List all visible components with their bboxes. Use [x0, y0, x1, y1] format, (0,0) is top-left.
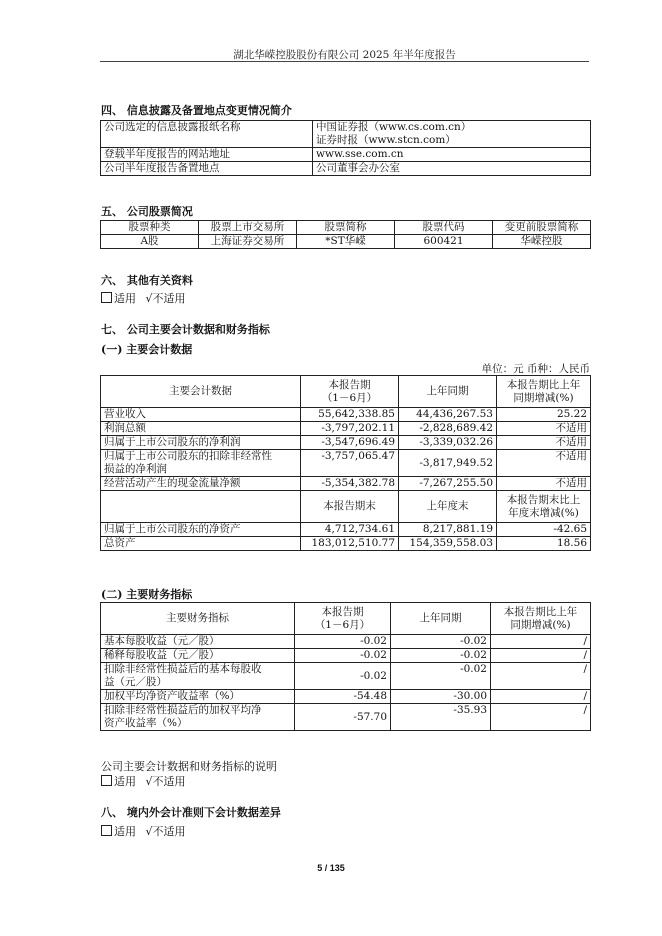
current-value: -3,797,202.11 — [301, 422, 399, 436]
header-cell — [491, 603, 591, 635]
section-8-title: 八、 境内外会计准则下会计数据差异 — [101, 806, 281, 819]
checkbox-icon — [101, 775, 112, 786]
change-value: 不适用 — [497, 450, 591, 477]
change-value: / — [491, 635, 591, 649]
option-applicable: 适用 — [114, 825, 136, 838]
disclosure-label: 公司选定的信息披露报纸名称 — [101, 121, 313, 148]
checkbox-icon — [101, 292, 112, 303]
table-row — [101, 704, 591, 731]
table-row — [101, 663, 591, 690]
applicability-choice — [101, 823, 186, 839]
header-cell — [301, 376, 399, 408]
change-value: 不适用 — [497, 477, 591, 491]
disclosure-value — [313, 121, 591, 148]
label-line: 损益的净利润 — [104, 463, 167, 475]
disclosure-value-line: 证券时报（www.stcn.com） — [316, 134, 456, 146]
current-value: -0.02 — [295, 663, 391, 690]
previous-value: -30.00 — [391, 690, 491, 704]
row-label: 归属于上市公司股东的净资产 — [101, 523, 301, 537]
table-header-row — [101, 491, 591, 523]
label-line: 归属于上市公司股东的扣除非经常性 — [104, 450, 272, 462]
applicability-choice — [101, 290, 186, 306]
section-4-title: 四、 信息披露及备置地点变更情况简介 — [101, 104, 292, 117]
change-value: -42.65 — [497, 523, 591, 537]
row-label — [101, 450, 301, 477]
header-cell — [295, 603, 391, 635]
table-row — [101, 537, 591, 551]
row-label — [101, 663, 295, 690]
table-row — [101, 148, 591, 162]
row-label: 总资产 — [101, 537, 301, 551]
row-label: 基本每股收益（元／股） — [101, 635, 295, 649]
row-label: 稀释每股收益（元／股） — [101, 649, 295, 663]
header-cell: 股票简称 — [297, 221, 395, 235]
header-line: 同期增减(%) — [513, 391, 574, 404]
financial-indicators-table — [100, 602, 591, 731]
table-row — [101, 635, 591, 649]
disclosure-value: www.sse.com.cn — [313, 148, 591, 162]
row-label: 营业收入 — [101, 408, 301, 422]
table-row — [101, 450, 591, 477]
option-not-applicable: √不适用 — [145, 775, 186, 788]
change-value: 不适用 — [497, 436, 591, 450]
header-line: 本报告期比上年 — [503, 605, 578, 618]
current-value: -54.48 — [295, 690, 391, 704]
change-value: 25.22 — [497, 408, 591, 422]
previous-value: -7,267,255.50 — [399, 477, 497, 491]
header-cell: 变更前股票简称 — [493, 221, 591, 235]
current-value: 55,642,338.85 — [301, 408, 399, 422]
previous-value: -3,339,032.26 — [399, 436, 497, 450]
stock-prev-abbr: 华嵘控股 — [493, 235, 591, 249]
applicability-choice — [101, 773, 186, 789]
label-line: 益（元／股） — [104, 676, 167, 688]
label-line: 扣除非经常性损益后的基本每股收 — [104, 663, 262, 675]
current-value: 183,012,510.77 — [301, 537, 399, 551]
indicators-note: 公司主要会计数据和财务指标的说明 — [101, 760, 277, 773]
label-line: 扣除非经常性损益后的加权平均净 — [104, 704, 262, 716]
disclosure-label: 公司半年度报告备置地点 — [101, 162, 313, 176]
previous-value: -0.02 — [391, 635, 491, 649]
stock-table — [100, 220, 591, 249]
table-row — [101, 422, 591, 436]
subsection-2-title: (二) 主要财务指标 — [101, 588, 193, 601]
header-cell: 股票代码 — [395, 221, 493, 235]
section-6-title: 六、 其他有关资料 — [101, 274, 193, 287]
header-cell: 上年度末 — [399, 491, 497, 523]
header-line: 本报告期 — [328, 378, 371, 391]
table-row — [101, 235, 591, 249]
change-value: 不适用 — [497, 422, 591, 436]
header-line: 本报告期 — [321, 605, 364, 618]
previous-value: 8,217,881.19 — [399, 523, 497, 537]
header-cell: 主要会计数据 — [101, 376, 301, 408]
table-row — [101, 477, 591, 491]
row-label: 经营活动产生的现金流量净额 — [101, 477, 301, 491]
disclosure-value: 公司董事会办公室 — [313, 162, 591, 176]
previous-value: 44,436,267.53 — [399, 408, 497, 422]
checkbox-icon — [101, 825, 112, 836]
header-line: 年度末增减(%) — [508, 506, 579, 519]
previous-value: -35.93 — [391, 704, 491, 731]
row-label — [101, 704, 295, 731]
header-line: 本报告期末比上 — [506, 493, 581, 506]
table-header-row — [101, 221, 591, 235]
previous-value: -2,828,689.42 — [399, 422, 497, 436]
header-cell — [497, 491, 591, 523]
current-value: -5,354,382.78 — [301, 477, 399, 491]
stock-exchange: 上海证券交易所 — [199, 235, 297, 249]
stock-code: 600421 — [395, 235, 493, 249]
previous-value: -0.02 — [391, 663, 491, 690]
page-number: 5 / 135 — [317, 863, 345, 873]
header-line: 本报告期比上年 — [506, 378, 581, 391]
stock-type: A股 — [101, 235, 199, 249]
current-value: -57.70 — [295, 704, 391, 731]
section-5-title: 五、 公司股票简况 — [101, 205, 193, 218]
option-applicable: 适用 — [114, 292, 136, 305]
table-row — [101, 690, 591, 704]
header-rule — [100, 61, 589, 62]
header-cell: 上年同期 — [399, 376, 497, 408]
unit-label: 单位：元 币种：人民币 — [481, 363, 590, 375]
current-value: -0.02 — [295, 635, 391, 649]
header-cell-empty — [101, 491, 301, 523]
table-header-row — [101, 376, 591, 408]
previous-value: -0.02 — [391, 649, 491, 663]
current-value: -3,547,696.49 — [301, 436, 399, 450]
change-value: / — [491, 649, 591, 663]
table-row — [101, 436, 591, 450]
option-not-applicable: √不适用 — [145, 825, 186, 838]
accounting-data-table — [100, 375, 591, 551]
previous-value: -3,817,949.52 — [399, 450, 497, 477]
option-applicable: 适用 — [114, 775, 136, 788]
row-label: 归属于上市公司股东的净利润 — [101, 436, 301, 450]
header-cell: 股票种类 — [101, 221, 199, 235]
change-value: / — [491, 663, 591, 690]
current-value: -3,757,065.47 — [301, 450, 399, 477]
table-header-row — [101, 603, 591, 635]
change-value: / — [491, 704, 591, 731]
table-row — [101, 121, 591, 148]
header-cell: 上年同期 — [391, 603, 491, 635]
change-value: / — [491, 690, 591, 704]
disclosure-table — [100, 120, 591, 176]
subsection-1-title: (一) 主要会计数据 — [101, 343, 193, 356]
header-line: 同期增减(%) — [510, 618, 571, 631]
header-cell: 主要财务指标 — [101, 603, 295, 635]
header-cell — [497, 376, 591, 408]
section-7-title: 七、 公司主要会计数据和财务指标 — [101, 323, 270, 336]
header-cell: 股票上市交易所 — [199, 221, 297, 235]
header-line: （1－6月） — [314, 618, 371, 631]
change-value: 18.56 — [497, 537, 591, 551]
table-row — [101, 523, 591, 537]
row-label: 加权平均净资产收益率（%） — [101, 690, 295, 704]
header-line: （1－6月） — [321, 391, 378, 404]
row-label: 利润总额 — [101, 422, 301, 436]
option-not-applicable: √不适用 — [145, 292, 186, 305]
table-row — [101, 162, 591, 176]
current-value: 4,712,734.61 — [301, 523, 399, 537]
stock-abbr: *ST华嵘 — [297, 235, 395, 249]
disclosure-label: 登载半年度报告的网站地址 — [101, 148, 313, 162]
disclosure-value-line: 中国证券报（www.cs.com.cn） — [316, 121, 472, 133]
label-line: 资产收益率（%） — [104, 717, 188, 729]
previous-value: 154,359,558.03 — [399, 537, 497, 551]
current-value: -0.02 — [295, 649, 391, 663]
table-row — [101, 408, 591, 422]
table-row — [101, 649, 591, 663]
page-header: 湖北华嵘控股股份有限公司 2025 年半年度报告 — [233, 49, 456, 61]
header-cell: 本报告期末 — [301, 491, 399, 523]
